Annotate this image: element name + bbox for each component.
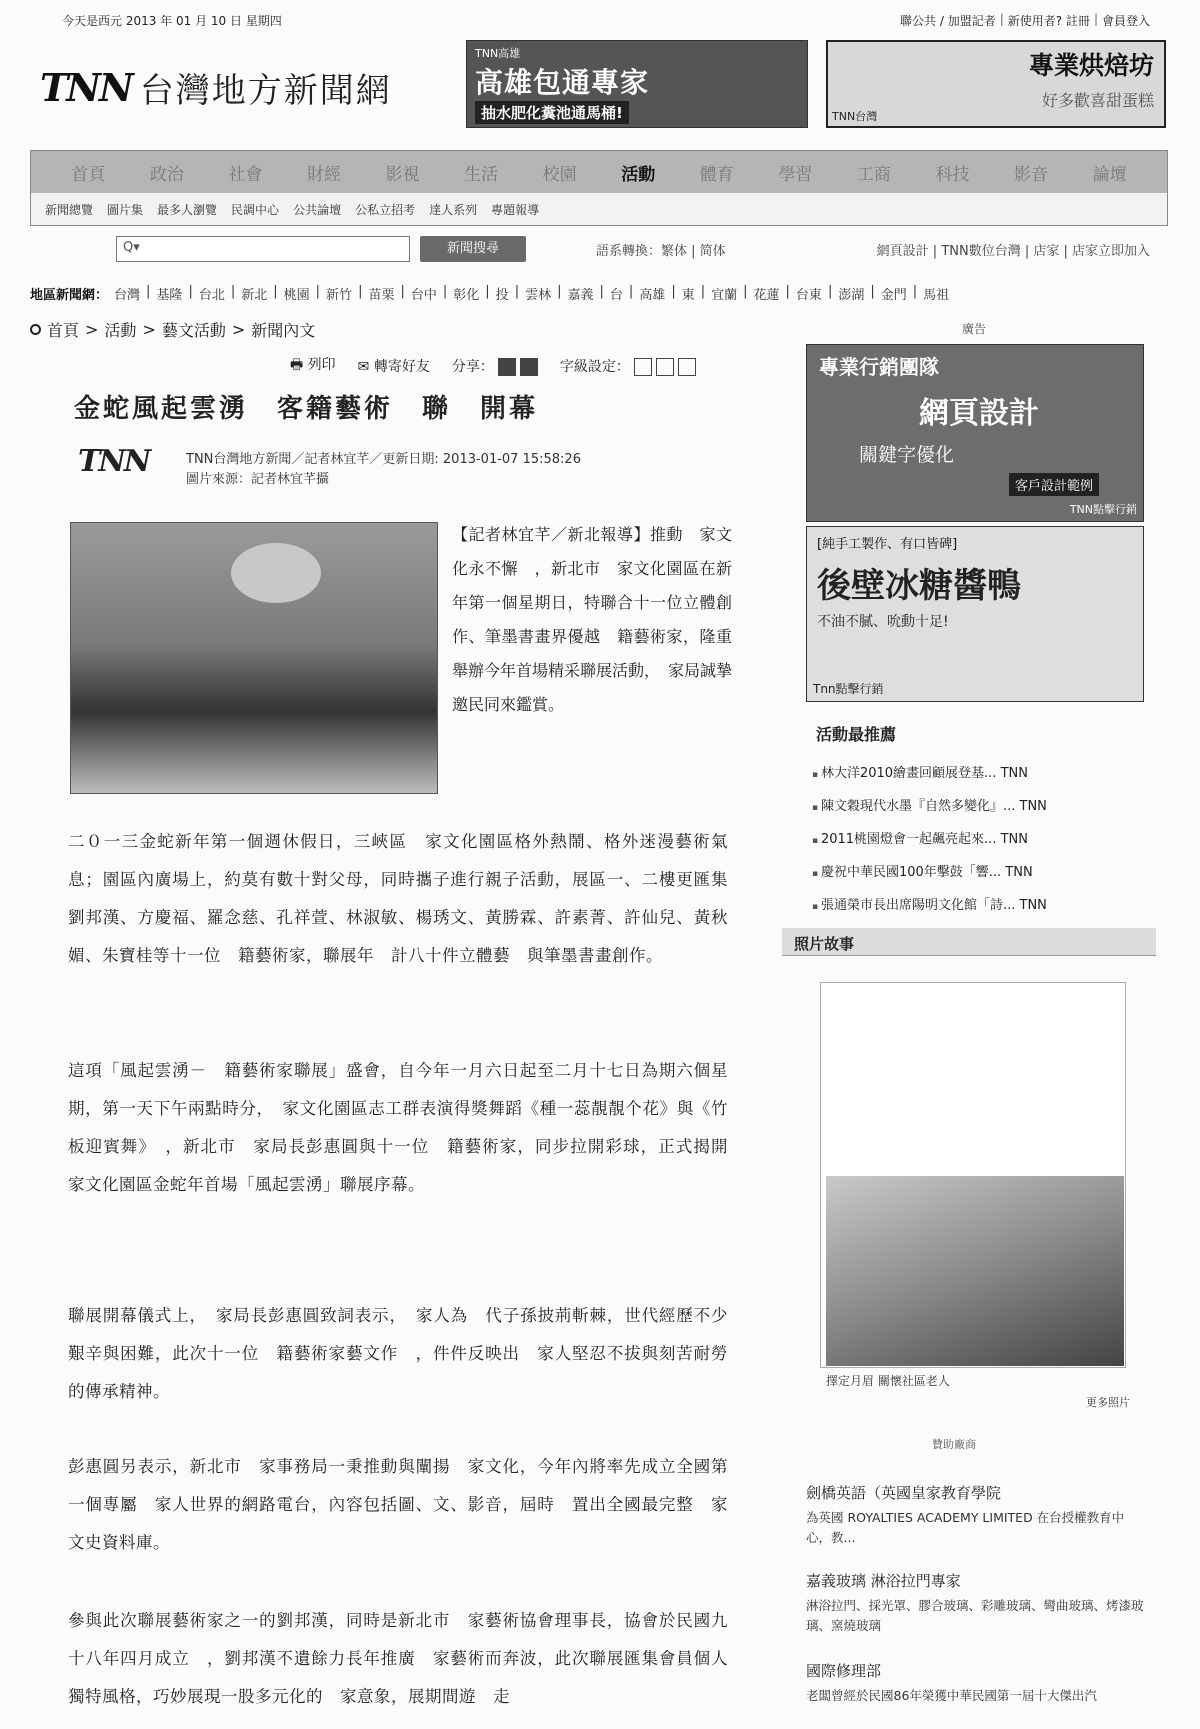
region-item[interactable]: 台東	[795, 288, 822, 303]
subnav-item[interactable]: 民調中心	[231, 203, 280, 217]
nav-item-society[interactable]: 社會	[228, 164, 263, 185]
region-item[interactable]: 雲林	[525, 288, 552, 303]
region-item[interactable]: 花蓮	[753, 288, 780, 303]
byline-text: TNN台灣地方新聞／記者林宜芊／更新日期: 2013-01-07 15:58:26	[186, 452, 581, 467]
font-small-icon[interactable]	[634, 358, 652, 376]
main-nav	[31, 151, 1167, 193]
font-size-label: 字級設定：	[559, 359, 630, 375]
banner-tag: TNN台灣	[832, 110, 878, 123]
photo-story-heading: 照片故事	[782, 928, 1156, 956]
sponsor-text: 老闆曾經於民國86年榮獲中華民國第一屆十大傑出汽	[806, 1688, 1097, 1703]
region-item[interactable]: 高雄	[639, 288, 666, 303]
banner-ad-kaohsiung[interactable]	[466, 40, 808, 128]
article-title: 金蛇風起雲湧 客籍藝術 聯 開幕	[74, 394, 539, 424]
region-item[interactable]: 基隆	[156, 288, 183, 303]
print-button[interactable]: 🖶 列印	[290, 357, 336, 373]
region-item[interactable]: 新北	[241, 288, 268, 303]
ad-line: 關鍵字優化	[859, 444, 955, 466]
region-item[interactable]: 金門	[880, 288, 907, 303]
nav-item-events[interactable]: 活動	[621, 164, 656, 185]
region-item[interactable]: 台灣	[114, 288, 141, 303]
search-input[interactable]: Q▾	[116, 236, 410, 262]
article-tools	[290, 354, 696, 378]
share-group	[452, 356, 538, 376]
nav-item-video[interactable]: 影音	[1014, 164, 1049, 185]
subnav-item[interactable]: 公私立招考	[355, 203, 416, 217]
photo-story-image[interactable]	[826, 1176, 1124, 1366]
nav-item-life[interactable]: 生活	[464, 164, 499, 185]
sub-nav	[45, 201, 539, 218]
date-line: 今天是西元 2013 年 01 月 10 日 星期四	[62, 14, 282, 28]
article-paragraph: 聯展開幕儀式上， 家局長彭惠圓致詞表示， 家人為 代子孫披荊斬棘，世代經歷不少艱辛與困難，此次十一位 籍藝術家藝文作 ，件件反映出 家人堅忍不拔與刻苦耐勞的傳承精神。	[68, 1306, 728, 1401]
font-large-icon[interactable]	[678, 358, 696, 376]
subnav-item[interactable]: 達人系列	[429, 203, 478, 217]
photo-stage	[231, 543, 321, 603]
ad-line: [純手工製作、有口皆碑]	[817, 537, 958, 552]
breadcrumb-current: 新聞內文	[251, 321, 316, 340]
font-size-group	[560, 356, 696, 376]
region-item[interactable]: 澎湖	[838, 288, 865, 303]
nav-item-forum[interactable]: 論壇	[1092, 164, 1127, 185]
ad-line: 客戶設計範例	[1009, 473, 1099, 496]
region-label: 地區新聞網：	[30, 288, 109, 303]
region-nav: 地區新聞網： 台灣 | 基隆 | 台北 | 新北 | 桃園 | 新竹 | 苗栗 | 台中 | 彰化 | 投 | 雲林 | 嘉義 | 台 | 高雄 | 東 | 宜蘭 | 花蓮 | 台東 | 澎湖 | 金門 | 馬祖	[30, 284, 950, 303]
subnav-item[interactable]: 最多人瀏覽	[157, 203, 218, 217]
banner-ad-bakery[interactable]	[826, 40, 1166, 128]
list-item[interactable]: ▪ 張通榮市長出席陽明文化館「詩... TNN	[812, 890, 1047, 923]
subnav-item[interactable]: 新聞總覽	[45, 203, 94, 217]
logo-mark: TNN	[40, 64, 132, 110]
banner-sub: 好多歡喜甜蛋糕	[1041, 91, 1154, 110]
ad-line: 不油不膩、吮動十足!	[817, 614, 949, 630]
photo-source: 圖片來源：記者林宜芊攝	[186, 472, 330, 487]
article-lead: 【記者林宜芊／新北報導】推動 家文化永不懈 ，新北市 家文化園區在新年第一個星期日，特聯合十一位立體創作、筆墨書畫界優越 籍藝術家，隆重舉辦今年首場精采聯展活動， 家局誠摯邀民同來鑑賞。	[452, 525, 733, 714]
subnav-item[interactable]: 公共論壇	[293, 203, 342, 217]
article-paragraph: 這項「風起雲湧－ 籍藝術家聯展」盛會，自今年一月六日起至二月十七日為期六個星期，第一天下午兩點時分， 家文化園區志工群表演得獎舞蹈《種一蕊靚靚个花》與《竹板迎賓舞》 ，新北市 家局長彭惠圓與十一位 籍藝術家，同步拉開彩球，正式揭開 家文化園區金蛇年首場「風起雲湧」聯展序幕。	[68, 1061, 745, 1194]
print-label: 列印	[307, 357, 336, 373]
banner-title: 高雄包通專家	[475, 66, 650, 99]
search-row	[116, 236, 526, 262]
forward-label: 轉寄好友	[373, 359, 430, 375]
article-paragraph: 二０一三金蛇新年第一個週休假日，三峽區 家文化園區格外熱鬧、格外迷漫藝術氣息；園區內廣場上，約莫有數十對父母，同時攜子進行親子活動，展區一、二樓更匯集劉邦漢、方慶福、羅念慈、孔祥萱、林淑敏、楊琇文、黃勝霖、許素菁、許仙兒、黃秋媚、朱寶桂等十一位 籍藝術家，聯展年 計八十件立體藝 與筆墨書畫創作。	[68, 832, 728, 965]
subnav-item[interactable]: 專題報導	[491, 203, 540, 217]
ad-label: 廣告	[962, 322, 987, 336]
nav-item-entertainment[interactable]: 影視	[385, 164, 420, 185]
list-item[interactable]: ▪ 林大洋2010繪畫回顧展登基... TNN	[812, 758, 1047, 791]
breadcrumb-home[interactable]: 首頁	[47, 321, 80, 340]
nav-item-tech[interactable]: 科技	[935, 164, 970, 185]
ad-tag: Tnn點擊行銷	[813, 682, 884, 696]
banner-small: TNN高雄	[475, 47, 521, 60]
site-logo[interactable]	[40, 52, 400, 122]
sponsor-label: 贊助廠商	[932, 1438, 976, 1451]
sidebar-ad-web-design[interactable]	[806, 344, 1144, 522]
more-photos-link[interactable]: 更多照片	[1086, 1396, 1130, 1409]
nav-box	[30, 150, 1168, 226]
top-link-reporter[interactable]: 聯公共 / 加盟記者	[900, 14, 996, 28]
region-item[interactable]: 嘉義	[567, 288, 594, 303]
nav-item-business[interactable]: 工商	[856, 164, 891, 185]
region-item[interactable]: 台中	[410, 288, 437, 303]
sponsor-text: 淋浴拉門、採光罩、膠合玻璃、彩雕玻璃、彎曲玻璃、烤漆玻璃、窯燒玻璃	[806, 1598, 1144, 1633]
ad-line: 後壁冰糖醬鴨	[817, 566, 1021, 606]
article-logo: TNN	[78, 444, 150, 479]
ad-line: 專業行銷團隊	[819, 355, 939, 379]
banner-title: 專業烘焙坊	[1028, 51, 1154, 80]
top-links: 聯公共 / 加盟記者 | 新使用者? 註冊 | 會員登入	[900, 12, 1150, 28]
sidebar-ad-duck[interactable]	[806, 526, 1144, 702]
plurk-icon[interactable]	[498, 358, 516, 376]
sponsor-text: 為英國 ROYALTIES ACADEMY LIMITED 在台授權教育中心，教...	[806, 1510, 1125, 1545]
recommend-list	[812, 758, 1047, 923]
ad-tag: TNN點擊行銷	[1069, 503, 1137, 516]
logo-title: 台灣地方新聞網	[139, 70, 392, 111]
region-item[interactable]: 台北	[198, 288, 225, 303]
article-paragraph: 彭惠圓另表示，新北市 家事務局一秉推動與闡揚 家文化，今年內將率先成立全國第一個專屬 家人世界的網路電台，內容包括圖、文、影音，屆時 置出全國最完整 家文史資料庫。	[68, 1457, 728, 1552]
nav-item-campus[interactable]: 校園	[542, 164, 577, 185]
region-item[interactable]: 投	[495, 288, 509, 303]
forward-friend-button[interactable]: ✉ 轉寄好友	[357, 359, 430, 375]
article-photo	[70, 522, 438, 794]
breadcrumb: 首頁 > 活動 > 藝文活動 > 新聞內文	[30, 318, 315, 341]
sponsor-title[interactable]: 嘉義玻璃 淋浴拉門專家	[806, 1572, 961, 1590]
article-paragraph: 參與此次聯展藝術家之一的劉邦漢，同時是新北市 家藝術協會理事長，協會於民國九十八年四月成立 ，劉邦漢不遺餘力長年推廣 家藝術而奔波，此次聯展匯集會員個人獨特風格，巧妙展現一股多元化的 家意象，展期間遊 走	[68, 1611, 728, 1706]
region-item[interactable]: 桃園	[283, 288, 310, 303]
region-item[interactable]: 東	[681, 288, 695, 303]
language-switch[interactable]: 語系轉換：繁体 | 简体	[596, 244, 726, 259]
breadcrumb-events[interactable]: 活動	[104, 321, 137, 340]
sponsor-title[interactable]: 劍橋英語（英國皇家教育學院	[806, 1484, 1002, 1502]
top-link-register[interactable]: 新使用者? 註冊	[1007, 14, 1090, 28]
nav-item-home[interactable]: 首頁	[71, 164, 106, 185]
region-item[interactable]: 宜蘭	[711, 288, 738, 303]
region-item[interactable]: 苗栗	[368, 288, 395, 303]
nav-item-learning[interactable]: 學習	[778, 164, 813, 185]
search-button[interactable]: 新聞搜尋	[420, 236, 526, 262]
subnav-item[interactable]: 圖片集	[107, 203, 144, 217]
sponsor-title[interactable]: 國際修理部	[806, 1662, 882, 1680]
article-byline	[186, 450, 581, 490]
bullet-icon	[30, 324, 41, 335]
photo-caption[interactable]: 擇定月眉 關懷社區老人	[826, 1374, 950, 1388]
list-item[interactable]: ▪ 2011桃園燈會一起飆亮起來... TNN	[812, 824, 1047, 857]
breadcrumb-arts[interactable]: 藝文活動	[161, 321, 226, 340]
list-item[interactable]: ▪ 慶祝中華民國100年擊鼓「響... TNN	[812, 857, 1047, 890]
region-item[interactable]: 台	[609, 288, 623, 303]
ad-line: 網頁設計	[919, 396, 1039, 431]
banner-sub: 抽水肥化糞池通馬桶!	[475, 101, 629, 124]
recommend-heading: 活動最推薦	[816, 725, 897, 744]
font-medium-icon[interactable]	[656, 358, 674, 376]
nav-item-sports[interactable]: 體育	[699, 164, 734, 185]
top-link-login[interactable]: 會員登入	[1101, 14, 1150, 28]
utility-links[interactable]: 網頁設計 | TNN數位台灣 | 店家 | 店家立即加入	[876, 244, 1150, 259]
nav-item-politics[interactable]: 政治	[149, 164, 184, 185]
share-label: 分享：	[451, 359, 494, 375]
facebook-icon[interactable]	[520, 358, 538, 376]
nav-item-finance[interactable]: 財經	[306, 164, 341, 185]
region-item[interactable]: 新竹	[326, 288, 353, 303]
list-item[interactable]: ▪ 陳文穀現代水墨『自然多變化』... TNN	[812, 791, 1047, 824]
region-item[interactable]: 馬祖	[923, 288, 950, 303]
region-item[interactable]: 彰化	[453, 288, 480, 303]
